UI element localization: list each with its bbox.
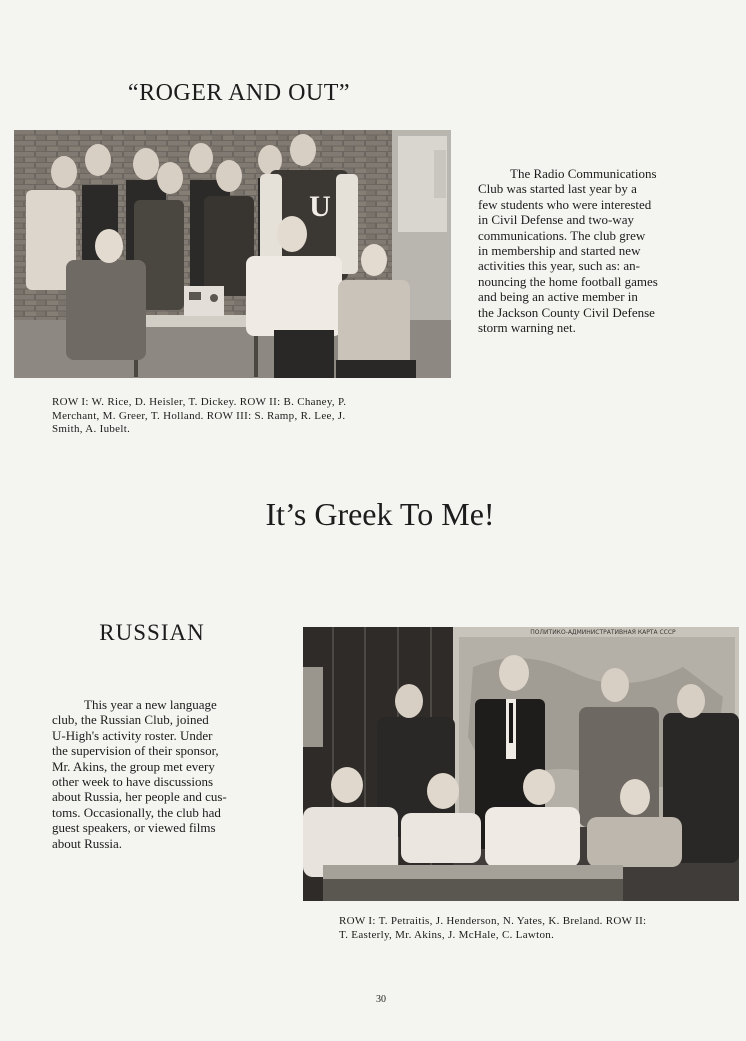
paragraph-line: the supervision of their sponsor,: [52, 743, 219, 759]
radio-club-photo: [14, 130, 451, 378]
map-title: ПОЛИТИКО-АДМИНИСТРАТИВНАЯ КАРТА СССР: [530, 629, 676, 636]
caption-line: Merchant, M. Greer, T. Holland. ROW III: S. Ramp, R. Lee, J.: [52, 409, 346, 422]
radio-club-caption: [52, 396, 422, 437]
paragraph-line: Club was started last year by a: [478, 181, 637, 197]
caption-line: Smith, A. Iubelt.: [52, 423, 131, 435]
paragraph-line: nouncing the home football games: [478, 273, 658, 289]
russian-club-caption: [339, 915, 719, 942]
paragraph-line: This year a new language: [84, 697, 217, 712]
paragraph-line: communications. The club grew: [478, 227, 646, 243]
paragraph-line: toms. Occasionally, the club had: [52, 804, 221, 820]
jacket-letter: U: [309, 190, 331, 223]
paragraph-line: guest speakers, or viewed films: [52, 820, 216, 836]
paragraph-line: other week to have discussions: [52, 774, 214, 790]
radio-club-paragraph: [478, 166, 701, 335]
paragraph-line: about Russia.: [52, 835, 123, 851]
paragraph-line: the Jackson County Civil Defense: [478, 304, 655, 320]
russian-club-title: RUSSIAN: [99, 620, 205, 645]
paragraph-line: in Civil Defense and two-way: [478, 212, 634, 228]
paragraph-line: Mr. Akins, the group met every: [52, 758, 215, 774]
caption-line: ROW I: W. Rice, D. Heisler, T. Dickey. ROW II: B. Chaney, P.: [52, 396, 347, 408]
paragraph-line: and being an active member in: [478, 289, 638, 305]
radio-club-photo-art: [14, 130, 451, 378]
caption-line: ROW I: T. Petraitis, J. Henderson, N. Yates, K. Breland. ROW II:: [339, 915, 647, 927]
paragraph-line: club, the Russian Club, joined: [52, 712, 209, 728]
paragraph-line: The Radio Communications: [510, 166, 657, 181]
caption-line: T. Easterly, Mr. Akins, J. McHale, C. Lawton.: [339, 928, 555, 941]
paragraph-line: in membership and started new: [478, 243, 641, 259]
page-number: 30: [376, 994, 386, 1005]
paragraph-line: about Russia, her people and cus-: [52, 789, 227, 805]
russian-club-paragraph: [52, 697, 276, 851]
paragraph-line: storm warning net.: [478, 320, 576, 336]
paragraph-line: activities this year, such as: an-: [478, 258, 640, 274]
russian-club-photo: [303, 627, 739, 901]
section-heading: It’s Greek To Me!: [265, 496, 495, 532]
radio-club-title: “ROGER AND OUT”: [127, 80, 351, 106]
paragraph-line: U-High's activity roster. Under: [52, 727, 213, 743]
russian-club-photo-art: [303, 627, 739, 901]
paragraph-line: few students who were interested: [478, 196, 652, 212]
